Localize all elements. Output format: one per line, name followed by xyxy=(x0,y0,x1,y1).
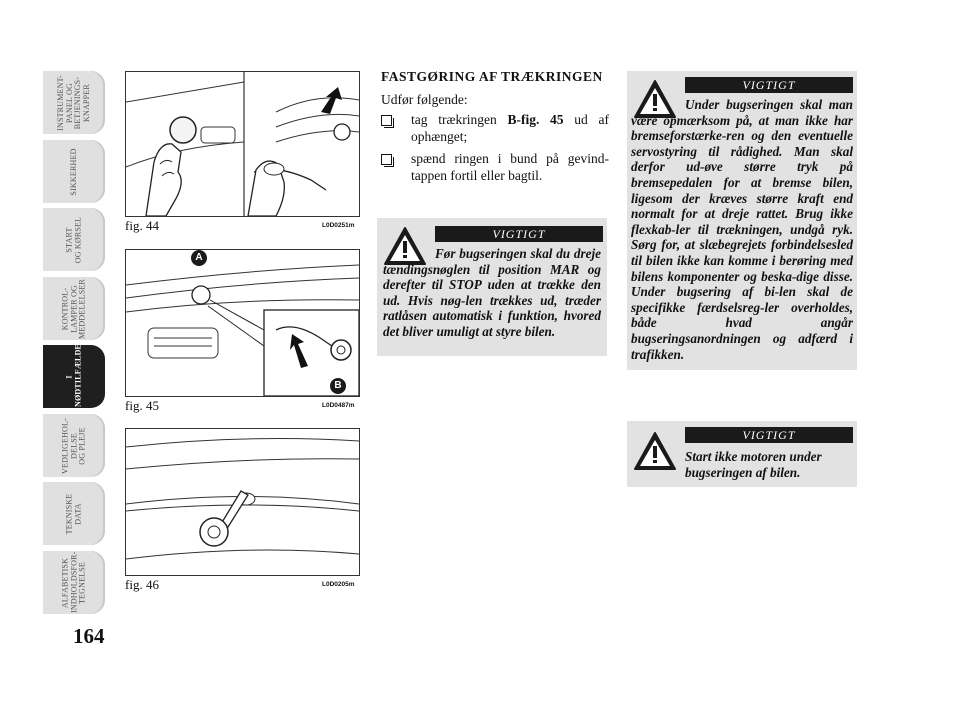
side-tab-tekniske-data[interactable] xyxy=(43,482,105,545)
figure-45-illustration xyxy=(125,249,360,397)
callout-a: A xyxy=(191,250,207,266)
side-tab-vedligeholdelse[interactable] xyxy=(43,414,105,477)
side-tab-start[interactable] xyxy=(43,208,105,271)
list-item xyxy=(381,112,609,145)
figure-caption: fig. 46 xyxy=(125,577,159,592)
side-tab-label: TEKNISKE DATA xyxy=(64,493,82,534)
section-intro: Udfør følgende: xyxy=(381,92,468,107)
side-tab-noedtilfaelde[interactable] xyxy=(43,345,105,408)
instruction-list xyxy=(381,112,609,190)
side-tab-label: SIKKERHED xyxy=(68,147,78,196)
side-tab-kontrollamper[interactable] xyxy=(43,277,105,340)
list-item xyxy=(381,151,609,184)
side-tab-label: I NØDTILFÆLDE xyxy=(64,343,82,407)
figure-46-illustration xyxy=(125,428,360,576)
side-tab-label: START OG KØRSEL xyxy=(64,216,82,263)
warning-box xyxy=(377,218,607,356)
callout-b: B xyxy=(330,378,346,394)
section-heading: FASTGØRING AF TRÆKRINGEN xyxy=(381,69,603,84)
warning-text: Før bugseringen skal du dreje tændingsnøglen til position MAR og derefter til STOP uden at trække den ud. Hvis nøg-len trækkes ud, træder ratlåsen automatisk i funktion, hvored det bliver umuligt at styre bilen. xyxy=(383,246,601,339)
side-tab-label: KONTROL- LAMPER OG MEDDELELSER xyxy=(60,278,87,339)
list-item-text: spænd ringen i bund på gevind-tappen fortil eller bagtil. xyxy=(411,151,609,183)
side-tab-indholdsfortegnelse[interactable] xyxy=(43,551,105,614)
side-tab-label: ALFABETISK INDHOLDSFOR- TEGNELSE xyxy=(60,550,87,613)
warning-box xyxy=(627,71,857,370)
warning-label: VIGTIGT xyxy=(435,226,603,242)
checkbox-bullet-icon xyxy=(381,154,392,165)
figure-code: L0D0251m xyxy=(322,222,355,229)
side-tab-label: VEDLIGEHOL- DELSE OG PLEJE xyxy=(60,417,87,474)
page-number: 164 xyxy=(73,624,105,648)
warning-text: Start ikke motoren under bugseringen af bilen. xyxy=(685,449,822,480)
warning-text: Under bugseringen skal man være opmærksom på, at man ikke har bremseforstærke-ren og den eventuelle servostyring til rådighed. Man skal derfor ud-øve større tryk på bremsepedalen for at bremse bilen, ligesom der kræves større kraft end normalt for at dreje rattet. Brug ikke flexkab-ler til trækningen, undgå ryk. Sørg for, at slæbegrejets forbindelsesled til bilen ikke kan komme i berøring med bilens komponenter og beska-dige disse. Under bugsering af bi-len skal de specifikke færdselsreg-ler overholdes, både hvad angår bugseringsanordningen og adfærd i trafikken. xyxy=(631,97,853,362)
list-item-text: ud af ophænget; xyxy=(411,112,610,144)
warning-triangle-icon xyxy=(633,431,677,471)
figure-code: L0D0205m xyxy=(322,581,355,588)
checkbox-bullet-icon xyxy=(381,115,392,126)
figure-44-illustration xyxy=(125,71,360,217)
warning-box xyxy=(627,421,857,487)
figure-reference: B-fig. 45 xyxy=(507,112,564,127)
figure-caption: fig. 45 xyxy=(125,398,159,413)
side-tab-instrumentpanel[interactable] xyxy=(43,71,105,134)
list-item-text: tag trækringen xyxy=(411,112,508,127)
figure-caption: fig. 44 xyxy=(125,218,159,233)
side-tab-sikkerhed[interactable] xyxy=(43,140,105,203)
figure-code: L0D0487m xyxy=(322,402,355,409)
side-tab-label: INSTRUMENT- PANEL OG BETJENINGS- KNAPPER xyxy=(56,74,91,131)
warning-label: VIGTIGT xyxy=(685,427,853,443)
warning-label: VIGTIGT xyxy=(685,77,853,93)
